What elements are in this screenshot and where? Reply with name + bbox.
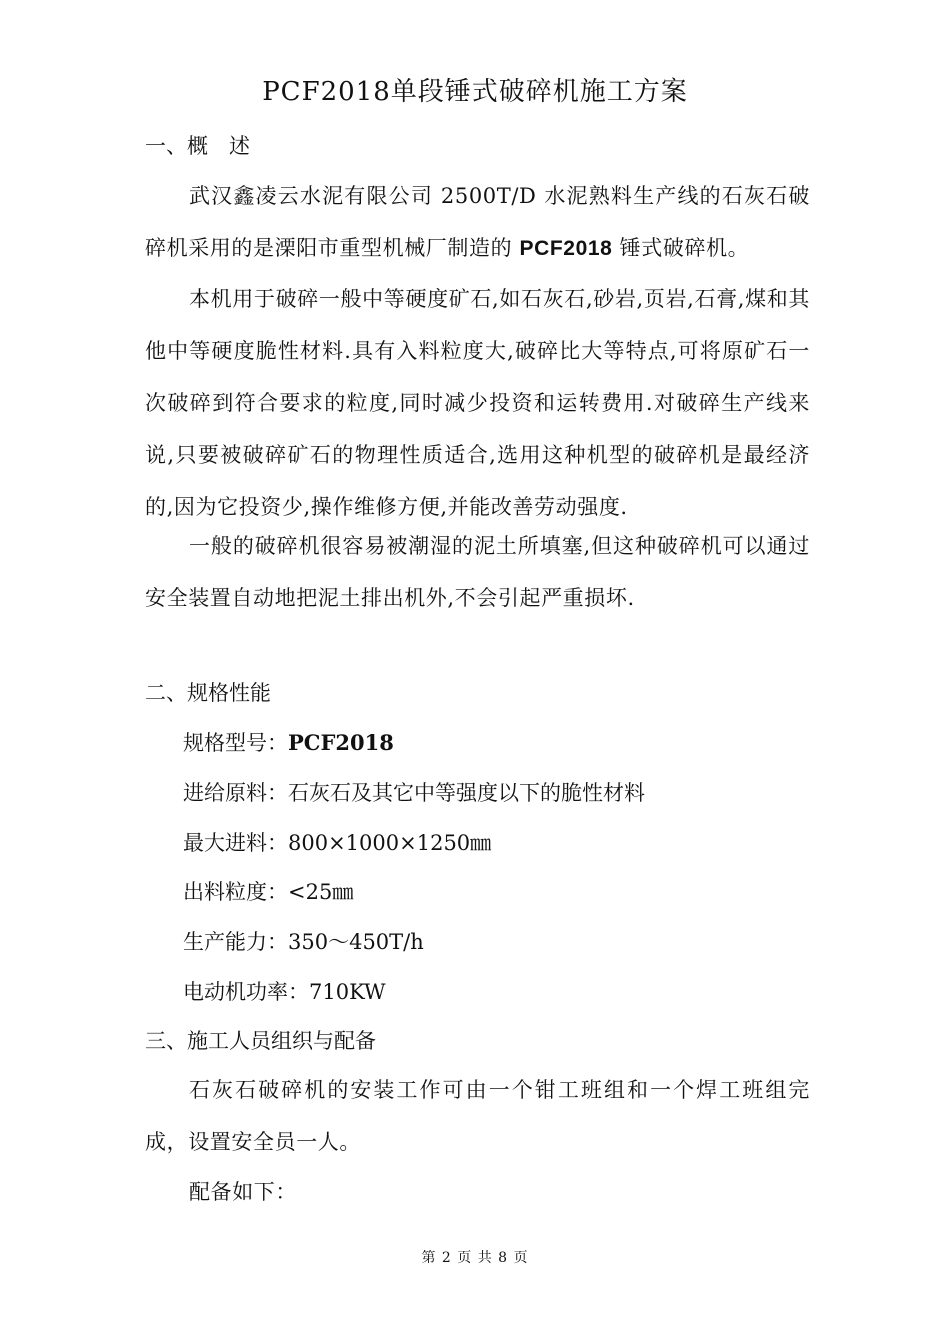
paragraph-intro-tail: 锤式破碎机。 — [612, 236, 750, 260]
model-name-bold: PCF2018 — [519, 237, 613, 260]
spec-value: 800×1000×1250㎜ — [288, 831, 492, 855]
paragraph-staffing: 石灰石破碎机的安装工作可由一个钳工班组和一个焊工班组完成，设置安全员一人。 — [145, 1078, 810, 1154]
spec-row — [183, 927, 424, 957]
spec-row — [183, 877, 353, 907]
paragraph-intro — [145, 170, 810, 275]
spec-row — [183, 778, 645, 808]
paragraph-equipment-intro: 配备如下： — [189, 1180, 297, 1204]
spec-value: <25㎜ — [288, 880, 354, 904]
spec-value: 350～450T/h — [288, 930, 424, 954]
page-footer: 第 2 页 共 8 页 — [421, 1250, 529, 1266]
spec-label: 最大进料： — [183, 831, 288, 855]
spec-label: 出料粒度： — [183, 880, 288, 904]
spec-label: 生产能力： — [183, 930, 288, 954]
spec-value: PCF2018 — [288, 730, 394, 755]
paragraph-usage: 本机用于破碎一般中等硬度矿石,如石灰石,砂岩,页岩,石膏,煤和其他中等硬度脆性材料.具有入料粒度大,破碎比大等特点,可将原矿石一次破碎到符合要求的粒度,同时减少投资和运转费用.对破碎生产线来说,只要被破碎矿石的物理性质适合,选用这种机型的破碎机是最经济的,因为它投资少,操作维修方便,并能改善劳动强度. — [145, 287, 810, 519]
spec-row — [183, 728, 394, 758]
spec-value: 710KW — [309, 980, 386, 1004]
spec-label: 进给原料： — [183, 781, 288, 805]
section-heading-overview: 一、概 述 — [145, 134, 250, 158]
spec-label: 规格型号： — [183, 731, 288, 755]
spec-row — [183, 977, 386, 1007]
page-title: PCF2018单段锤式破碎机施工方案 — [262, 77, 688, 107]
spec-row — [183, 828, 491, 858]
section-heading-specs: 二、规格性能 — [145, 681, 271, 705]
paragraph-intro-text: 武汉鑫凌云水泥有限公司 2500T/D 水泥熟料生产线的石灰石破碎机采用的是溧阳市重型机械厂制造的 — [145, 184, 810, 260]
paragraph-safety: 一般的破碎机很容易被潮湿的泥土所填塞,但这种破碎机可以通过安全装置自动地把泥土排出机外,不会引起严重损坏. — [145, 534, 810, 610]
spec-value: 石灰石及其它中等强度以下的脆性材料 — [288, 781, 645, 805]
section-heading-staffing: 三、施工人员组织与配备 — [145, 1029, 376, 1053]
spec-label: 电动机功率： — [183, 980, 309, 1004]
